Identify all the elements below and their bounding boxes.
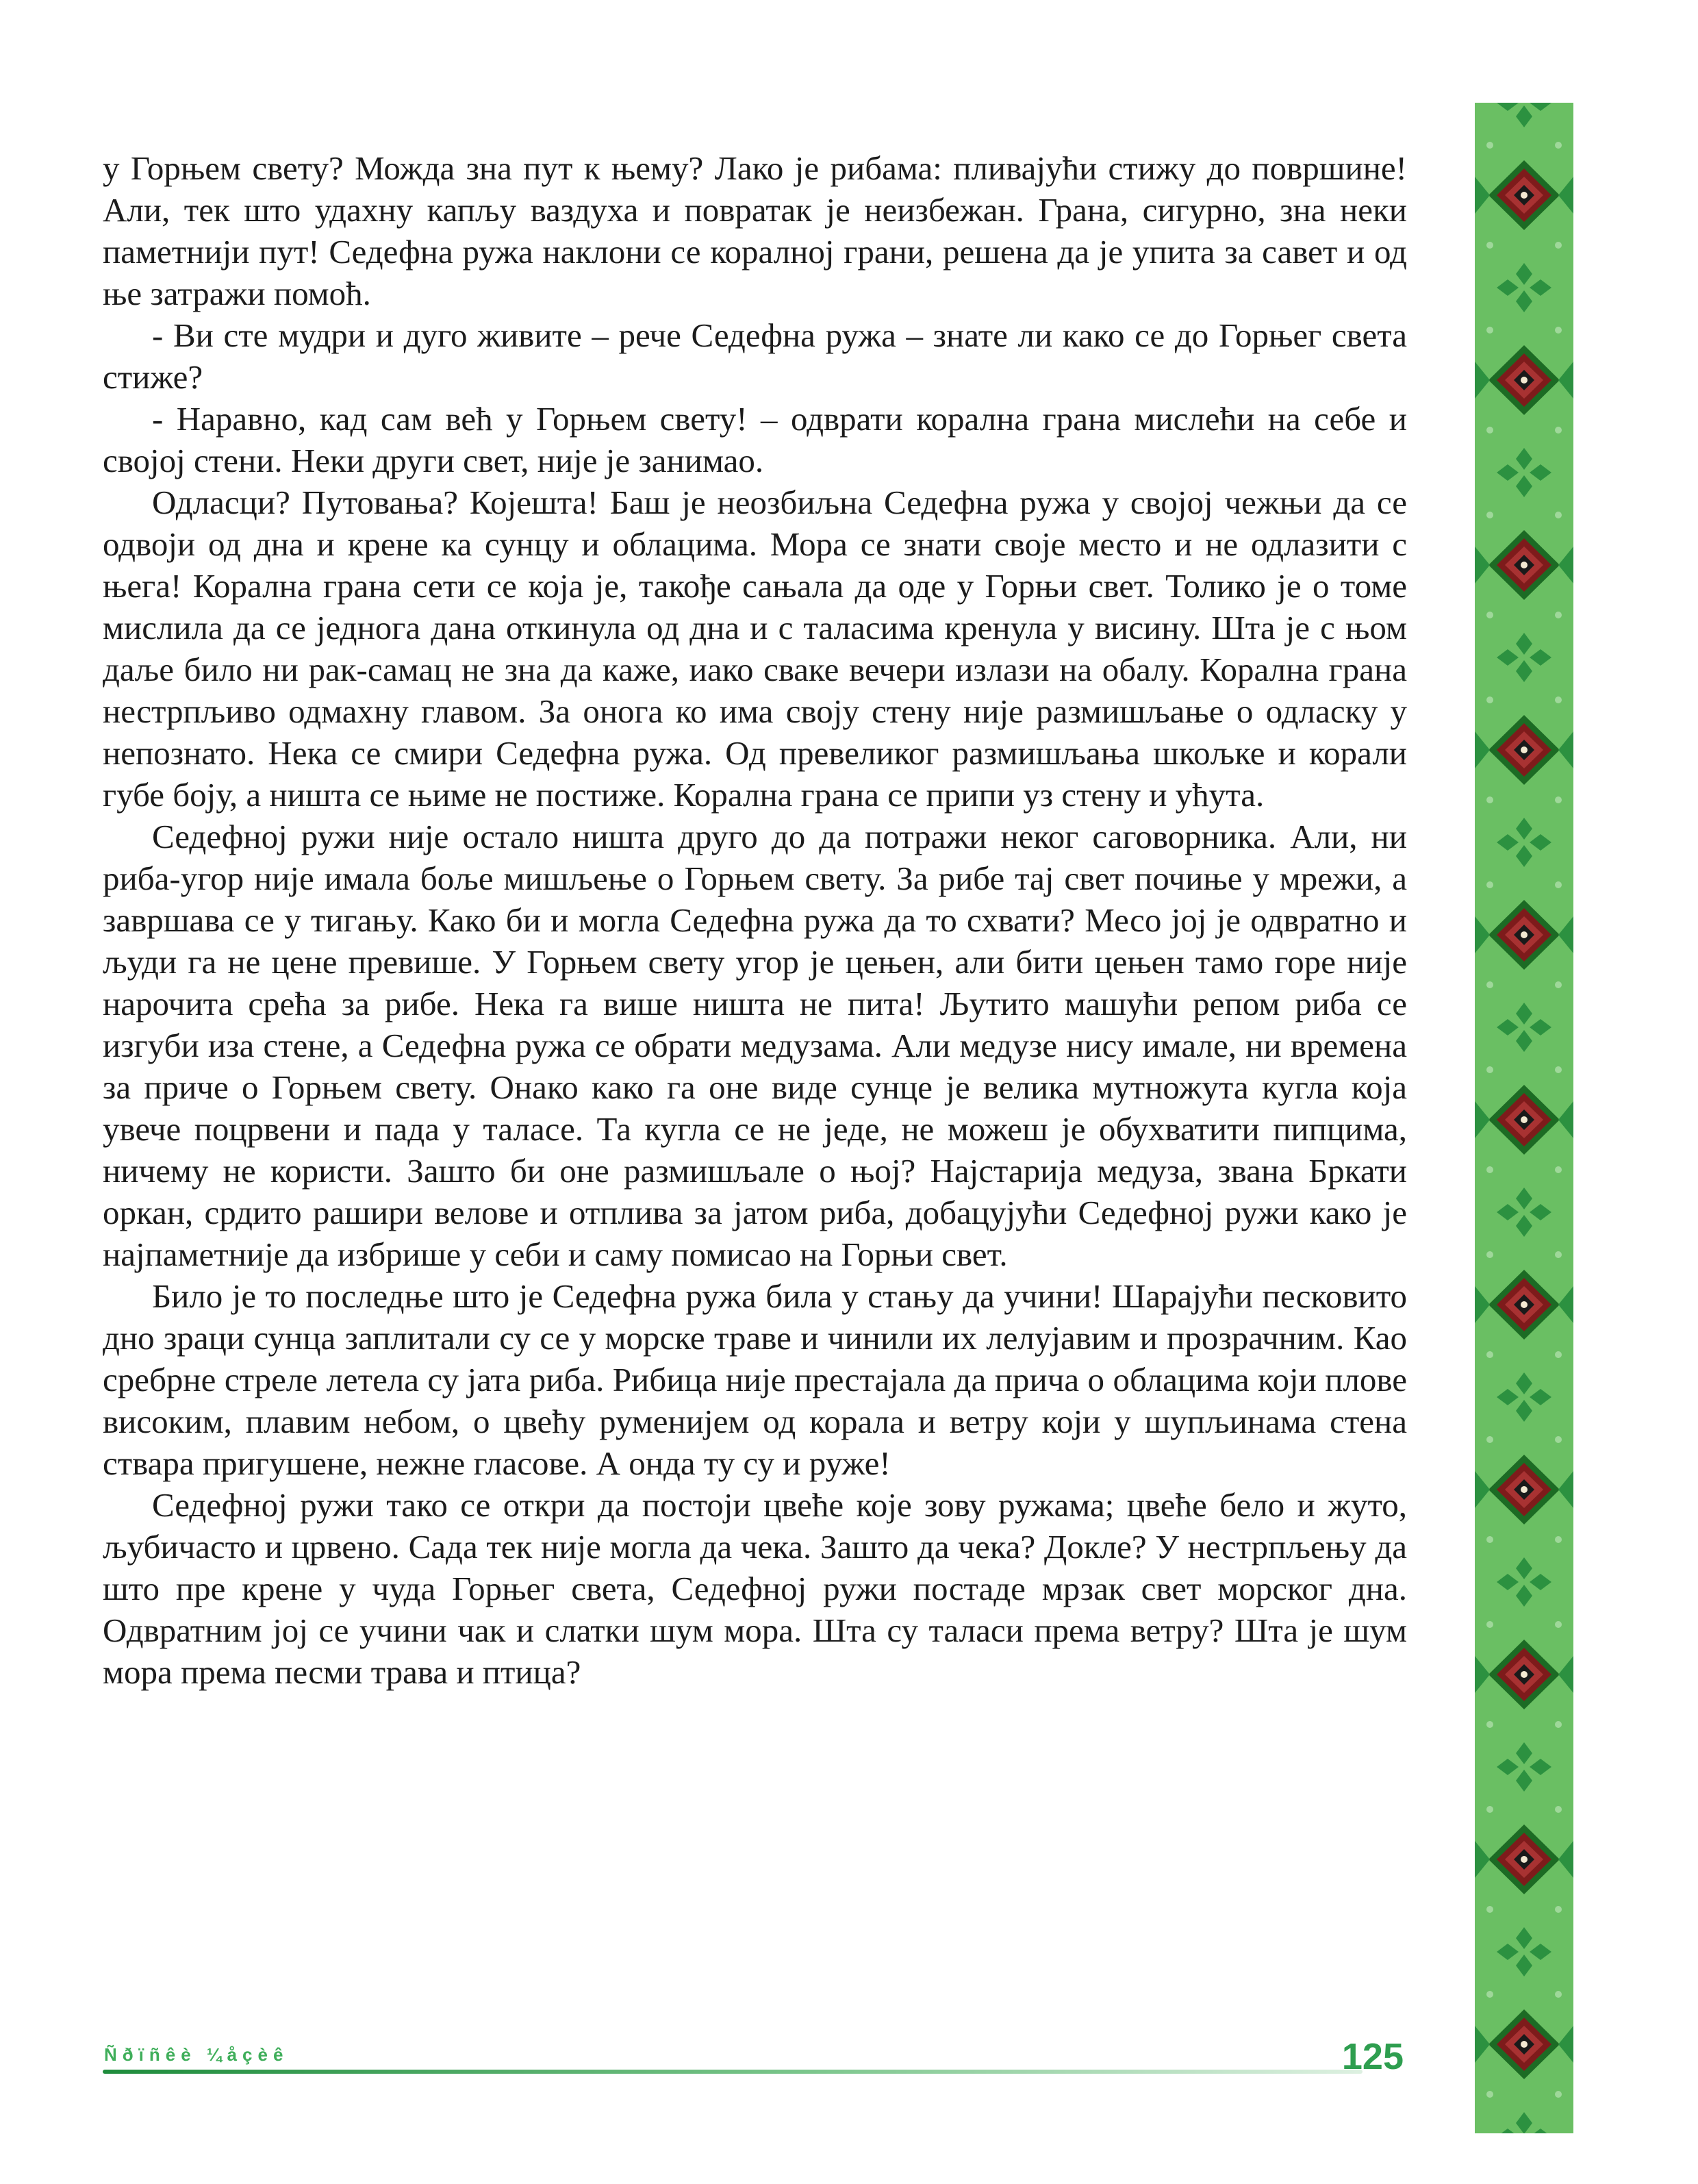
- paragraph: у Горњем свету? Можда зна пут к њему? Лако је рибама: пливајући стижу до површине! Али, тек што удахну капљу ваздуха и повратак је неизбежан. Грана, сигурно, зна неки паметнији пут! Седефна ружа наклони се коралној грани, решена да је упита за савет и од ње затражи помоћ.: [103, 149, 1407, 312]
- page-number: 125: [1341, 2036, 1404, 2077]
- paragraph: Седефној ружи није остало ништа друго до да потражи неког саговорника. Али, ни риба-угор није имала боље мишљење о Горњем свету. За рибе тај свет почиње у мрежи, а завршава се у тигању. Како би и могла Седефна ружа да то схвати? Месо јој је одвратно и људи га не цене превише. У Горњем свету угор је цењен, али бити цењен тамо горе није нарочита срећа за рибе. Нека га више ништа не пита! Љутито машући репом риба се изгуби иза стене, а Седефна ружа се обрати медузама. Али медузе нису имале, ни времена за приче о Горњем свету. Онако како га оне виде сунце је велика мутножута кугла која увече поцрвени и пада у таласе. Та кугла се не једе, не можеш је обухватити пипцима, ничему не користи. Зашто би оне размишљале о њој? Најстарија медуза, звана Бркати оркан, срдито рашири велове и отплива за јатом риба, добацујући Седефној ружи како је најпаметније да избрише у себи и саму помисао на Горњи свет.: [103, 818, 1407, 1273]
- footer-divider: [103, 2070, 1363, 2074]
- kilim-border-ornament-icon: [1475, 103, 1573, 2133]
- story-text-block: [103, 147, 1407, 1693]
- paragraph: - Наравно, кад сам већ у Горњем свету! – одврати корална грана мислећи на себе и својој стени. Неки други свет, није је занимао.: [103, 400, 1407, 479]
- paragraph: Било је то последње што је Седефна ружа била у стању да учини! Шарајући песковито дно зраци сунца заплитали су се у морске траве и чинили их лелујавим и прозрачним. Као сребрне стреле летела су јата риба. Рибица није престајала да прича о облацима који плове високим, плавим небом, о цвећу руменијем од корала и ветру који у шупљинама стена ствара пригушене, нежне гласове. А онда ту су и руже!: [103, 1277, 1407, 1482]
- paragraph: - Ви сте мудри и дуго живите – рече Седефна ружа – знате ли како се до Горњег света стиже?: [103, 316, 1407, 396]
- paragraph: Седефној ружи тако се откри да постоји цвеће које зову ружама; цвеће бело и жуто, љубичасто и црвено. Сада тек није могла да чека. Зашто да чека? Докле? У нестрпљењу да што пре крене у чуда Горњег света, Седефној ружи постаде мрзак свет морског дна. Одвратним јој се учини чак и слатки шум мора. Шта су таласи према ветру? Шта је шум мора према песми трава и птица?: [103, 1486, 1407, 1691]
- paragraph: Одласци? Путовања? Којешта! Баш је неозбиљна Седефна ружа у својој чежњи да се одвоји од дна и крене ка сунцу и облацима. Мора се знати своје место и не одлазити с њега! Корална грана сети се која је, такође сањала да оде у Горњи свет. Толико је о томе мислила да се једнога дана откинула од дна и с таласима кренула у висину. Шта је с њом даље било ни рак-самац не зна да каже, иако сваке вечери излази на обалу. Корална грана нестрпљиво одмахну главом. За онога ко има своју стену није размишљање о одласку у непознато. Нека се смири Седефна ружа. Од превеликог размишљања шкољке и корали губе боју, а ништа се њиме не постиже. Корална грана се припи уз стену и ућута.: [103, 484, 1407, 814]
- footer-subject-label: Ñðïñêè ¼åçèê: [104, 2044, 289, 2065]
